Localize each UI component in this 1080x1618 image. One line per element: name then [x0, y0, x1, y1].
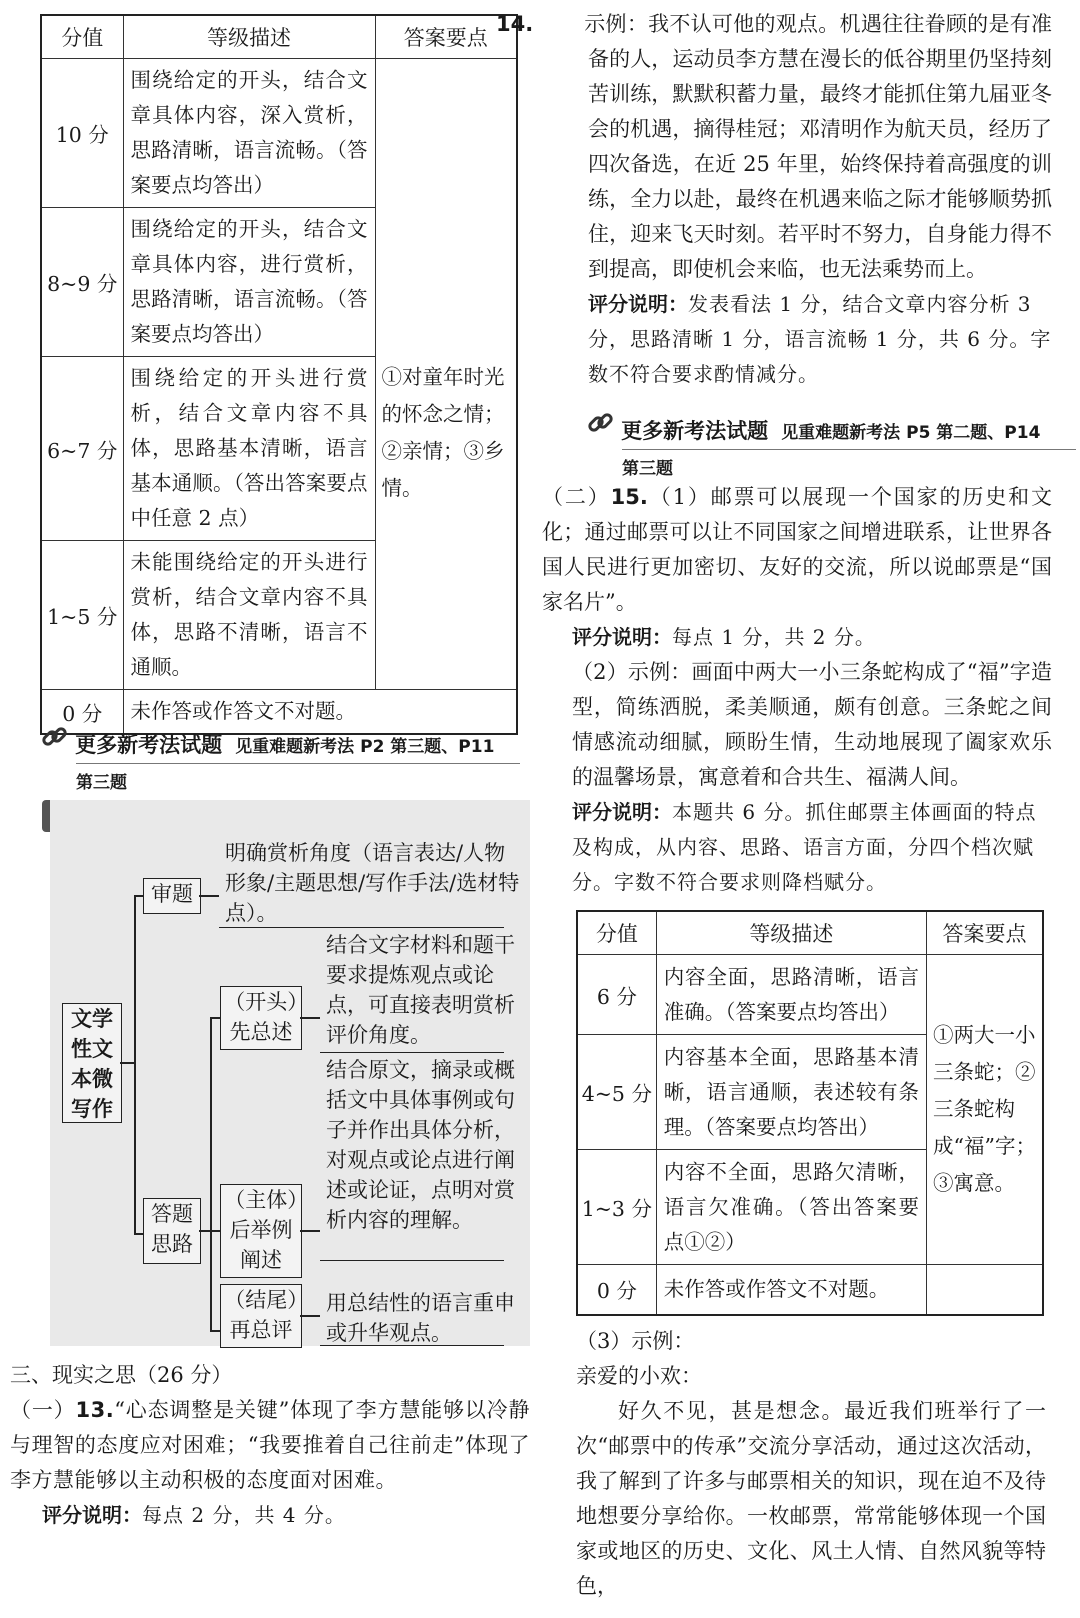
- section-3: [10, 1358, 530, 1533]
- more-title: 更多新考法试题: [75, 733, 223, 757]
- q15-rating-2: [542, 795, 1052, 900]
- rating-label: 评分说明：: [42, 1503, 142, 1527]
- root-node: 文学性文本微写作: [62, 1003, 122, 1123]
- desc-cell: 未作答或作答文不对题。: [656, 1265, 926, 1315]
- q14-block: [496, 7, 1052, 392]
- score-cell: 0 分: [41, 690, 123, 735]
- q15-prefix: （二）: [542, 485, 611, 509]
- desc-cell: 内容全面，思路清晰，语言准确。（答案要点均答出）: [656, 955, 926, 1035]
- col-header-score: 分值: [577, 911, 656, 955]
- letter-body: 好久不见，甚是想念。最近我们班举行了一次“邮票中的传承”交流分享活动，通过这次活动，我了解到了许多与邮票相关的知识，现在迫不及待地想要分享给你。一枚邮票，常常能够体现一个国家或地区的历史、文化、风土人情、自然风貌等特色，: [576, 1399, 1046, 1598]
- more-ref-cont: 第三题: [76, 763, 520, 793]
- q13-text: “心态调整是关键”体现了李方慧能够以冷静与理智的态度应对困难；“我要推着自己往前走”体现了李方慧能够以主动积极的态度面对困难。: [10, 1398, 530, 1492]
- desc-cell: 围绕给定的开头，结合文章具体内容，进行赏析，思路清晰，语言流畅。（答案要点均答出）: [123, 208, 375, 357]
- keys-cell: [375, 59, 517, 690]
- q15-part1: （1）邮票可以展现一个国家的历史和文化；通过邮票可以让不同国家之间增进联系，让世界各国人民进行更加密切、友好的交流，所以说邮票是“国家名片”。: [542, 485, 1053, 614]
- rating-label: 评分说明：: [588, 292, 688, 316]
- score-cell: 0 分: [577, 1265, 656, 1315]
- q14-number: 14.: [496, 12, 534, 36]
- node-shenti: 审题: [143, 878, 201, 914]
- step-body-text: 结合原文，摘录或概括文中具体事例或句子并作出具体分析，对观点或论点进行阐述或论证，点明对赏析内容的理解。: [326, 1058, 515, 1232]
- link-icon: [586, 408, 616, 442]
- grading-table-2: [576, 910, 1044, 1316]
- q15-answer-1: [542, 480, 1052, 620]
- desc-cell: 围绕给定的开头，结合文章具体内容，深入赏析，思路清晰，语言流畅。（答案要点均答出）: [123, 59, 375, 208]
- col-header-desc: 等级描述: [656, 911, 926, 955]
- q13-rating: [10, 1498, 530, 1533]
- col-header-score: 分值: [41, 15, 123, 59]
- q14-text: 示例：我不认可他的观点。机遇往往眷顾的是有准备的人，运动员李方慧在漫长的低谷期里仍坚持刻苦训练，默默积蓄力量，最终才能抓住第九届亚冬会的机遇，摘得桂冠；邓清明作为航天员，经历了四次备选，在近 25 年里，始终保持着高强度的训练，全力以赴，最终在机遇来临之际才能够顺势抓住，迎来飞天时刻。若平时不努力，自身能力得不到提高，即使机会来临，也无法乘势而上。: [584, 12, 1052, 281]
- link-icon: [40, 722, 70, 756]
- score-cell: 8~9 分: [41, 208, 123, 357]
- q15-part3: [576, 1324, 1046, 1604]
- q15-block: [542, 480, 1052, 900]
- more-ref: 见重难题新考法 P5 第二题、P14: [781, 423, 1041, 443]
- more-questions-1: [40, 722, 520, 793]
- col-header-keys: 答案要点: [927, 911, 1043, 955]
- method-diagram: [50, 800, 530, 1346]
- desc-cell: 内容不全面，思路欠清晰，语言欠准确。（答出答案要点①②）: [656, 1150, 926, 1265]
- more-title: 更多新考法试题: [621, 419, 769, 443]
- node-datisilu: 答题思路: [143, 1198, 201, 1264]
- q15-number: 15.: [610, 485, 648, 509]
- rating-text: 本题共 6 分。抓住邮票主体画面的特点及构成，从内容、思路、语言方面，分四个档次赋分。字数不符合要求则降档赋分。: [572, 800, 1037, 894]
- score-cell: 6~7 分: [41, 357, 123, 541]
- score-cell: 1~3 分: [577, 1150, 656, 1265]
- q15-part3-label: （3）示例：: [576, 1329, 695, 1353]
- step-end-text: 用总结性的语言重申或升华观点。: [326, 1291, 515, 1345]
- desc-cell: 未作答或作答文不对题。: [123, 690, 517, 735]
- q14-rating: [542, 287, 1052, 392]
- score-cell: 6 分: [577, 955, 656, 1035]
- step-open-text: 结合文字材料和题干要求提炼观点或论点，可直接表明赏析评价角度。: [326, 933, 515, 1047]
- rating-text: 每点 1 分，共 2 分。: [672, 625, 876, 649]
- section-title: 三、现实之思（26 分）: [10, 1363, 233, 1387]
- rating-text: 发表看法 1 分，结合文章内容分析 3 分，思路清晰 1 分，语言流畅 1 分，共 6 分。字数不符合要求酌情减分。: [588, 292, 1052, 386]
- rating-label: 评分说明：: [572, 625, 672, 649]
- empty-cell: [927, 1265, 1043, 1315]
- grading-table-1: [40, 14, 518, 735]
- step-body: （主体）后举例阐述: [220, 1184, 302, 1278]
- q13-answer: [10, 1393, 530, 1498]
- desc-cell: 内容基本全面，思路基本清晰，语言通顺，表述较有条理。（答案要点均答出）: [656, 1035, 926, 1150]
- q13-prefix: （一）: [10, 1398, 76, 1422]
- node1-text: 明确赏析角度（语言表达/人物形象/主题思想/写作手法/选材特点）。: [225, 841, 520, 925]
- col-header-keys: 答案要点: [375, 15, 517, 59]
- score-cell: 4~5 分: [577, 1035, 656, 1150]
- keys-text: ①两大一小三条蛇；②三条蛇构成“福”字；③寓意。: [933, 1023, 1036, 1195]
- q15-answer-2: （2）示例：画面中两大一小三条蛇构成了“福”字造型，简练洒脱，柔美顺通，颇有创意。三条蛇之间情感流动细腻，顾盼生情，生动地展现了阖家欢乐的温馨场景，寓意着和合共生、福满人间。: [572, 660, 1052, 789]
- step-open: （开头）先总述: [220, 986, 302, 1050]
- rating-text: 每点 2 分，共 4 分。: [142, 1503, 346, 1527]
- letter-greeting: 亲爱的小欢：: [576, 1364, 702, 1388]
- q14-answer: [496, 7, 1052, 287]
- score-cell: 1~5 分: [41, 541, 123, 690]
- keys-text: ①对童年时光的怀念之情；②亲情；③乡情。: [381, 365, 505, 500]
- more-questions-2: [586, 408, 1076, 479]
- q15-rating-1: [542, 620, 1052, 655]
- q13-number: 13.: [75, 1398, 115, 1422]
- col-header-desc: 等级描述: [123, 15, 375, 59]
- desc-cell: 围绕给定的开头进行赏析，结合文章内容不具体，思路基本清晰，语言基本通顺。（答出答案要点中任意 2 点）: [123, 357, 375, 541]
- desc-cell: 未能围绕给定的开头进行赏析，结合文章内容不具体，思路不清晰，语言不通顺。: [123, 541, 375, 690]
- step-end: （结尾）再总评: [220, 1284, 302, 1348]
- score-cell: 10 分: [41, 59, 123, 208]
- more-ref-cont: 第三题: [622, 449, 1076, 479]
- keys-cell: [927, 955, 1043, 1265]
- more-ref: 见重难题新考法 P2 第三题、P11: [235, 737, 495, 757]
- rating-label: 评分说明：: [572, 800, 672, 824]
